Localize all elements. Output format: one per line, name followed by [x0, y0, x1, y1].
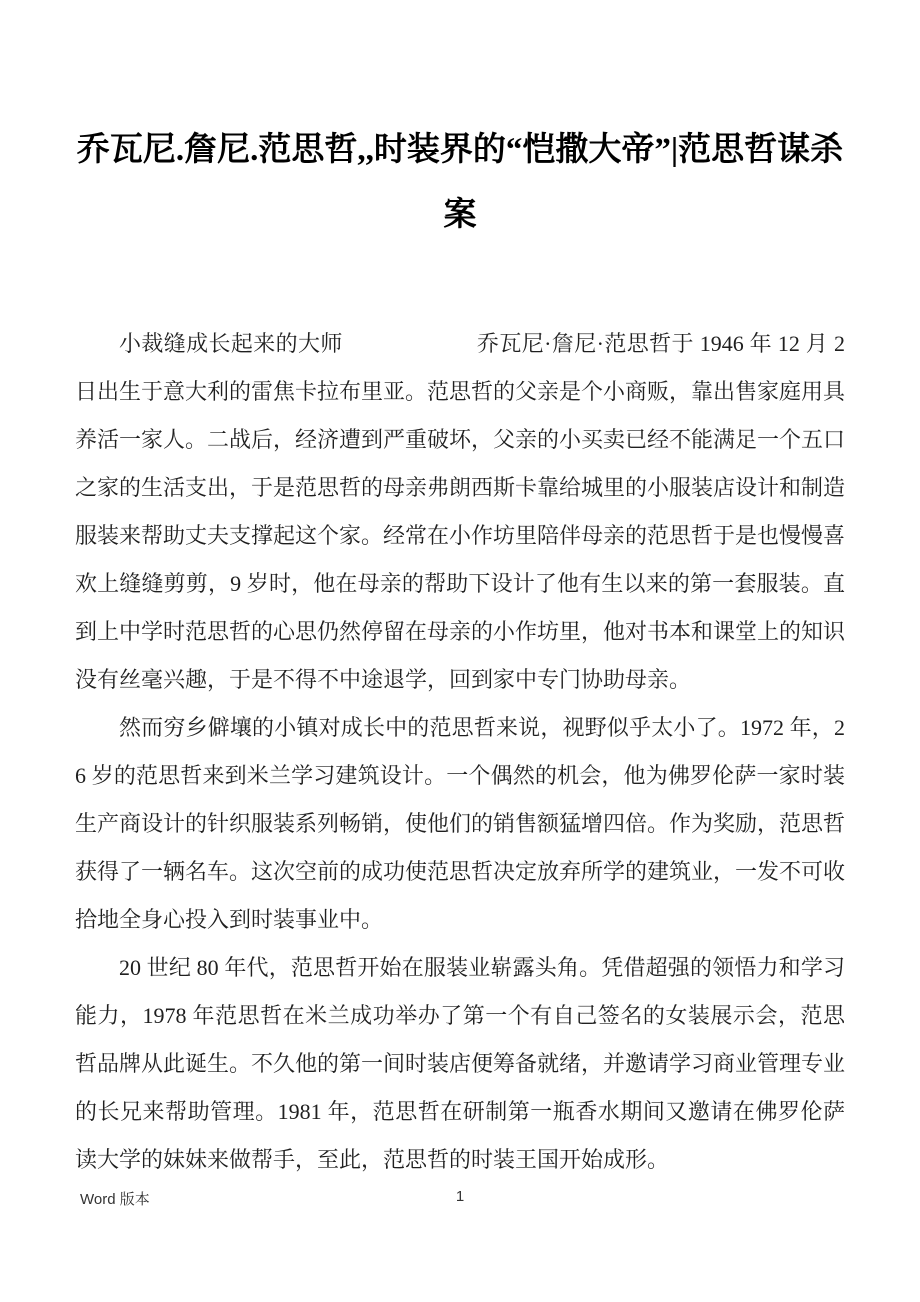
- document-body: [75, 320, 845, 1184]
- document-content: [75, 0, 845, 1184]
- footer-version-label: Word 版本: [80, 1191, 150, 1208]
- paragraph-fashion-empire: 20 世纪 80 年代，范思哲开始在服装业崭露头角。凭借超强的领悟力和学习能力，1978 年范思哲在米兰成功举办了第一个有自己签名的女装展示会，范思哲品牌从此诞生。不久他的第一间时装店便筹备就绪，并邀请学习商业管理专业的长兄来帮助管理。1981 年，范思哲在研制第一瓶香水期间又邀请在佛罗伦萨读大学的妹妹来做帮手，至此，范思哲的时装王国开始成形。: [75, 955, 846, 1172]
- paragraph-early-life: 小裁缝成长起来的大师 乔瓦尼·詹尼·范思哲于 1946 年 12 月 2 日出生于意大利的雷焦卡拉布里亚。范思哲的父亲是个小商贩，靠出售家庭用具养活一家人。二战后，经济遭到严重破坏，父亲的小买卖已经不能满足一个五口之家的生活支出，于是范思哲的母亲弗朗西斯卡靠给城里的小服装店设计和制造服装来帮助丈夫支撑起这个家。经常在小作坊里陪伴母亲的范思哲于是也慢慢喜欢上缝缝剪剪，9 岁时，他在母亲的帮助下设计了他有生以来的第一套服装。直到上中学时范思哲的心思仍然停留在母亲的小作坊里，他对书本和课堂上的知识没有丝毫兴趣，于是不得不中途退学，回到家中专门协助母亲。: [75, 331, 846, 692]
- footer-page-number: 1: [455, 1188, 465, 1205]
- document-title: 乔瓦尼.詹尼.范思哲,,时装界的“恺撒大帝”|范思哲谋杀案: [76, 132, 844, 233]
- paragraph-milan-career: 然而穷乡僻壤的小镇对成长中的范思哲来说，视野似乎太小了。1972 年，26 岁的范思哲来到米兰学习建筑设计。一个偶然的机会，他为佛罗伦萨一家时装生产商设计的针织服装系列畅销，使他们的销售额猛增四倍。作为奖励，范思哲获得了一辆名车。这次空前的成功使范思哲决定放弃所学的建筑业，一发不可收拾地全身心投入到时装事业中。: [75, 715, 846, 932]
- page-footer: [80, 1186, 840, 1212]
